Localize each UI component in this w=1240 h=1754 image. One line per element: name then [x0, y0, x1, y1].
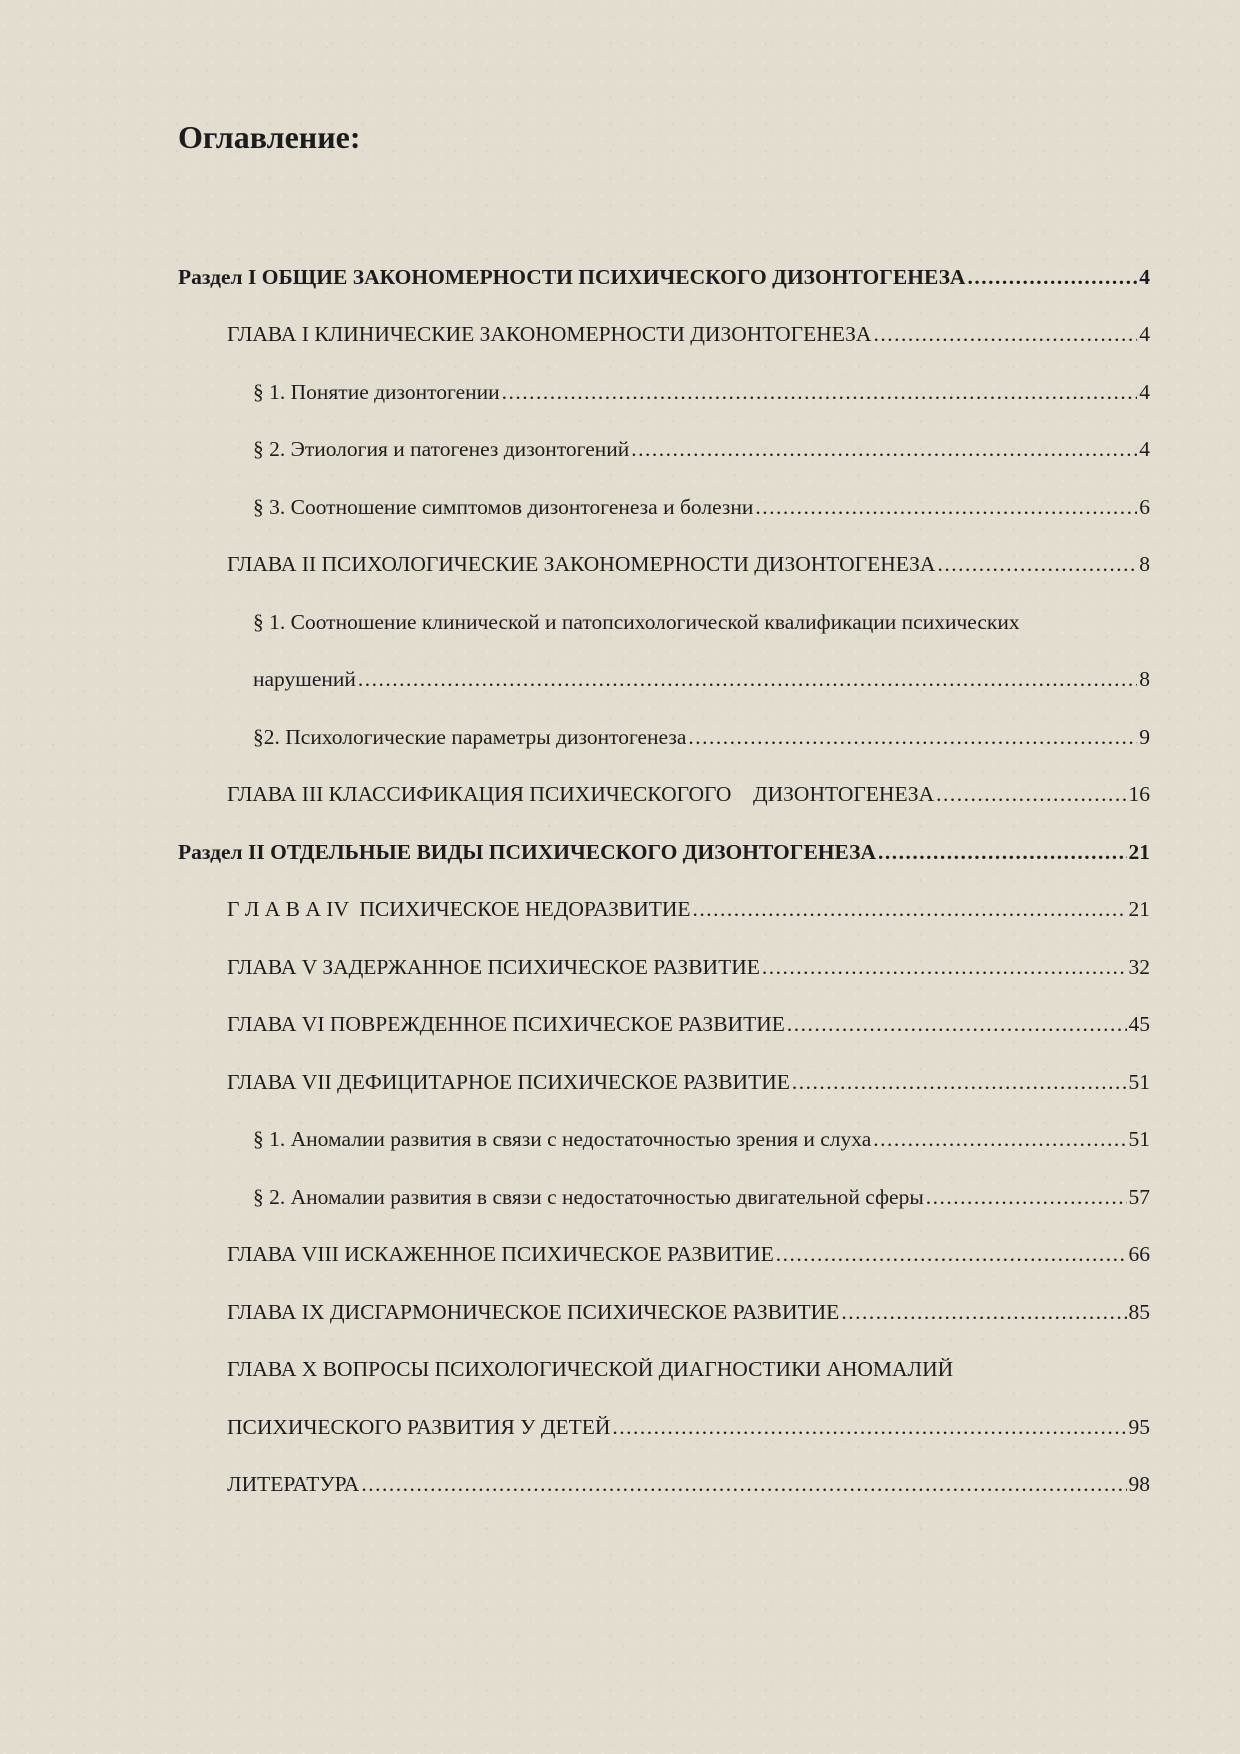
- toc-page-number: 85: [1128, 1300, 1150, 1324]
- toc-entry-chapter-6[interactable]: [227, 1009, 1150, 1039]
- toc-page-number: 95: [1128, 1415, 1150, 1439]
- toc-page-number: 8: [1139, 667, 1150, 691]
- toc-page-number: 4: [1139, 380, 1150, 404]
- toc-leader-dots: [502, 377, 1138, 407]
- toc-entry-label: нарушений: [253, 667, 356, 691]
- toc-entry-label: §2. Психологические параметры дизонтогенеза: [253, 725, 687, 749]
- toc-page-number: 51: [1128, 1070, 1150, 1094]
- toc-leader-dots: [762, 952, 1127, 982]
- toc-leader-dots: [776, 1239, 1127, 1269]
- toc-entry-ch2-paragraph-2[interactable]: [253, 722, 1150, 752]
- toc-entry-chapter-7[interactable]: [227, 1067, 1150, 1097]
- toc-entry-ch2-paragraph-1-line-1[interactable]: § 1. Соотношение клинической и патопсихологической квалификации психических: [253, 610, 1020, 634]
- toc-page-number: 32: [1128, 955, 1150, 979]
- toc-entry-label: § 1. Понятие дизонтогении: [253, 380, 500, 404]
- toc-entry-label: Раздел I ОБЩИЕ ЗАКОНОМЕРНОСТИ ПСИХИЧЕСКОГО ДИЗОНТОГЕНЕЗА: [178, 265, 966, 289]
- toc-leader-dots: [358, 664, 1137, 694]
- toc-leader-dots: [878, 837, 1127, 867]
- toc-entry-label: § 2. Этиология и патогенез дизонтогений: [253, 437, 630, 461]
- toc-entry-section-1[interactable]: [178, 262, 1150, 292]
- toc-entry-label: ГЛАВА IX ДИСГАРМОНИЧЕСКОЕ ПСИХИЧЕСКОЕ РАЗВИТИЕ: [227, 1300, 840, 1324]
- toc-page-number: 9: [1139, 725, 1150, 749]
- toc-entry-label: ПСИХИЧЕСКОГО РАЗВИТИЯ У ДЕТЕЙ: [227, 1415, 611, 1439]
- toc-entry-label: § 3. Соотношение симптомов дизонтогенеза и болезни: [253, 495, 754, 519]
- toc-leader-dots: [926, 1182, 1127, 1212]
- toc-entry-label: Раздел II ОТДЕЛЬНЫЕ ВИДЫ ПСИХИЧЕСКОГО ДИЗОНТОГЕНЕЗА: [178, 840, 876, 864]
- toc-entry-label: Г Л А В А IV ПСИХИЧЕСКОЕ НЕДОРАЗВИТИЕ: [227, 897, 691, 921]
- toc-entry-literature[interactable]: [227, 1469, 1150, 1499]
- toc-entry-chapter-5[interactable]: [227, 952, 1150, 982]
- toc-entry-ch1-paragraph-3[interactable]: [253, 492, 1150, 522]
- toc-entry-ch7-paragraph-1[interactable]: [253, 1124, 1150, 1154]
- toc-page-number: 21: [1128, 897, 1150, 921]
- toc-leader-dots: [937, 549, 1137, 579]
- toc-leader-dots: [967, 262, 1137, 292]
- toc-entry-chapter-1[interactable]: [227, 319, 1150, 349]
- toc-entry-label: § 1. Аномалии развития в связи с недостаточностью зрения и слуха: [253, 1127, 872, 1151]
- toc-page-number: 6: [1139, 495, 1150, 519]
- toc-page-number: 66: [1128, 1242, 1150, 1266]
- toc-page-number: 98: [1128, 1472, 1150, 1496]
- toc-entry-label: ГЛАВА V ЗАДЕРЖАННОЕ ПСИХИЧЕСКОЕ РАЗВИТИЕ: [227, 955, 760, 979]
- toc-entry-chapter-2[interactable]: [227, 549, 1150, 579]
- toc-entry-label: ГЛАВА VIII ИСКАЖЕННОЕ ПСИХИЧЕСКОЕ РАЗВИТИЕ: [227, 1242, 774, 1266]
- toc-leader-dots: [873, 1124, 1126, 1154]
- toc-leader-dots: [873, 319, 1137, 349]
- toc-entry-ch1-paragraph-1[interactable]: [253, 377, 1150, 407]
- page-title: Оглавление:: [178, 119, 361, 155]
- toc-entry-label: ГЛАВА VI ПОВРЕЖДЕННОЕ ПСИХИЧЕСКОЕ РАЗВИТИЕ: [227, 1012, 785, 1036]
- toc-entry-ch2-paragraph-1[interactable]: [253, 664, 1150, 694]
- toc-leader-dots: [631, 434, 1137, 464]
- toc-leader-dots: [841, 1297, 1126, 1327]
- toc-entry-label: ГЛАВА II ПСИХОЛОГИЧЕСКИЕ ЗАКОНОМЕРНОСТИ ДИЗОНТОГЕНЕЗА: [227, 552, 936, 576]
- toc-entry-label: § 2. Аномалии развития в связи с недостаточностью двигательной сферы: [253, 1185, 924, 1209]
- toc-page-number: 4: [1139, 322, 1150, 346]
- toc-leader-dots: [688, 722, 1137, 752]
- toc-leader-dots: [755, 492, 1137, 522]
- toc-entry-chapter-10-line-1[interactable]: ГЛАВА X ВОПРОСЫ ПСИХОЛОГИЧЕСКОЙ ДИАГНОСТИКИ АНОМАЛИЙ: [227, 1357, 954, 1381]
- toc-entry-section-2[interactable]: [178, 837, 1150, 867]
- toc-leader-dots: [787, 1009, 1127, 1039]
- toc-page-number: 57: [1128, 1185, 1150, 1209]
- toc-entry-chapter-3[interactable]: [227, 779, 1150, 809]
- toc-entry-chapter-8[interactable]: [227, 1239, 1150, 1269]
- toc-entry-label: ГЛАВА III КЛАССИФИКАЦИЯ ПСИХИЧЕСКОГОГО ДИЗОНТОГЕНЕЗА: [227, 782, 935, 806]
- toc-entry-ch1-paragraph-2[interactable]: [253, 434, 1150, 464]
- toc-page-number: 45: [1128, 1012, 1150, 1036]
- toc-leader-dots: [612, 1412, 1126, 1442]
- toc-entry-label: ГЛАВА VII ДЕФИЦИТАРНОЕ ПСИХИЧЕСКОЕ РАЗВИТИЕ: [227, 1070, 790, 1094]
- toc-entry-ch7-paragraph-2[interactable]: [253, 1182, 1150, 1212]
- toc-entry-label: ГЛАВА I КЛИНИЧЕСКИЕ ЗАКОНОМЕРНОСТИ ДИЗОНТОГЕНЕЗА: [227, 322, 872, 346]
- toc-entry-chapter-10[interactable]: [227, 1412, 1150, 1442]
- toc-page-number: 8: [1139, 552, 1150, 576]
- toc-page-number: 4: [1139, 437, 1150, 461]
- toc-leader-dots: [361, 1469, 1126, 1499]
- toc-leader-dots: [693, 894, 1127, 924]
- toc-entry-chapter-4[interactable]: [227, 894, 1150, 924]
- toc-entry-chapter-9[interactable]: [227, 1297, 1150, 1327]
- toc-page-number: 16: [1128, 782, 1150, 806]
- toc-leader-dots: [792, 1067, 1127, 1097]
- toc-page-number: 21: [1128, 840, 1150, 864]
- toc-page-number: 4: [1139, 265, 1150, 289]
- toc-entry-label: ЛИТЕРАТУРА: [227, 1472, 360, 1496]
- toc-page-number: 51: [1128, 1127, 1150, 1151]
- toc-leader-dots: [936, 779, 1126, 809]
